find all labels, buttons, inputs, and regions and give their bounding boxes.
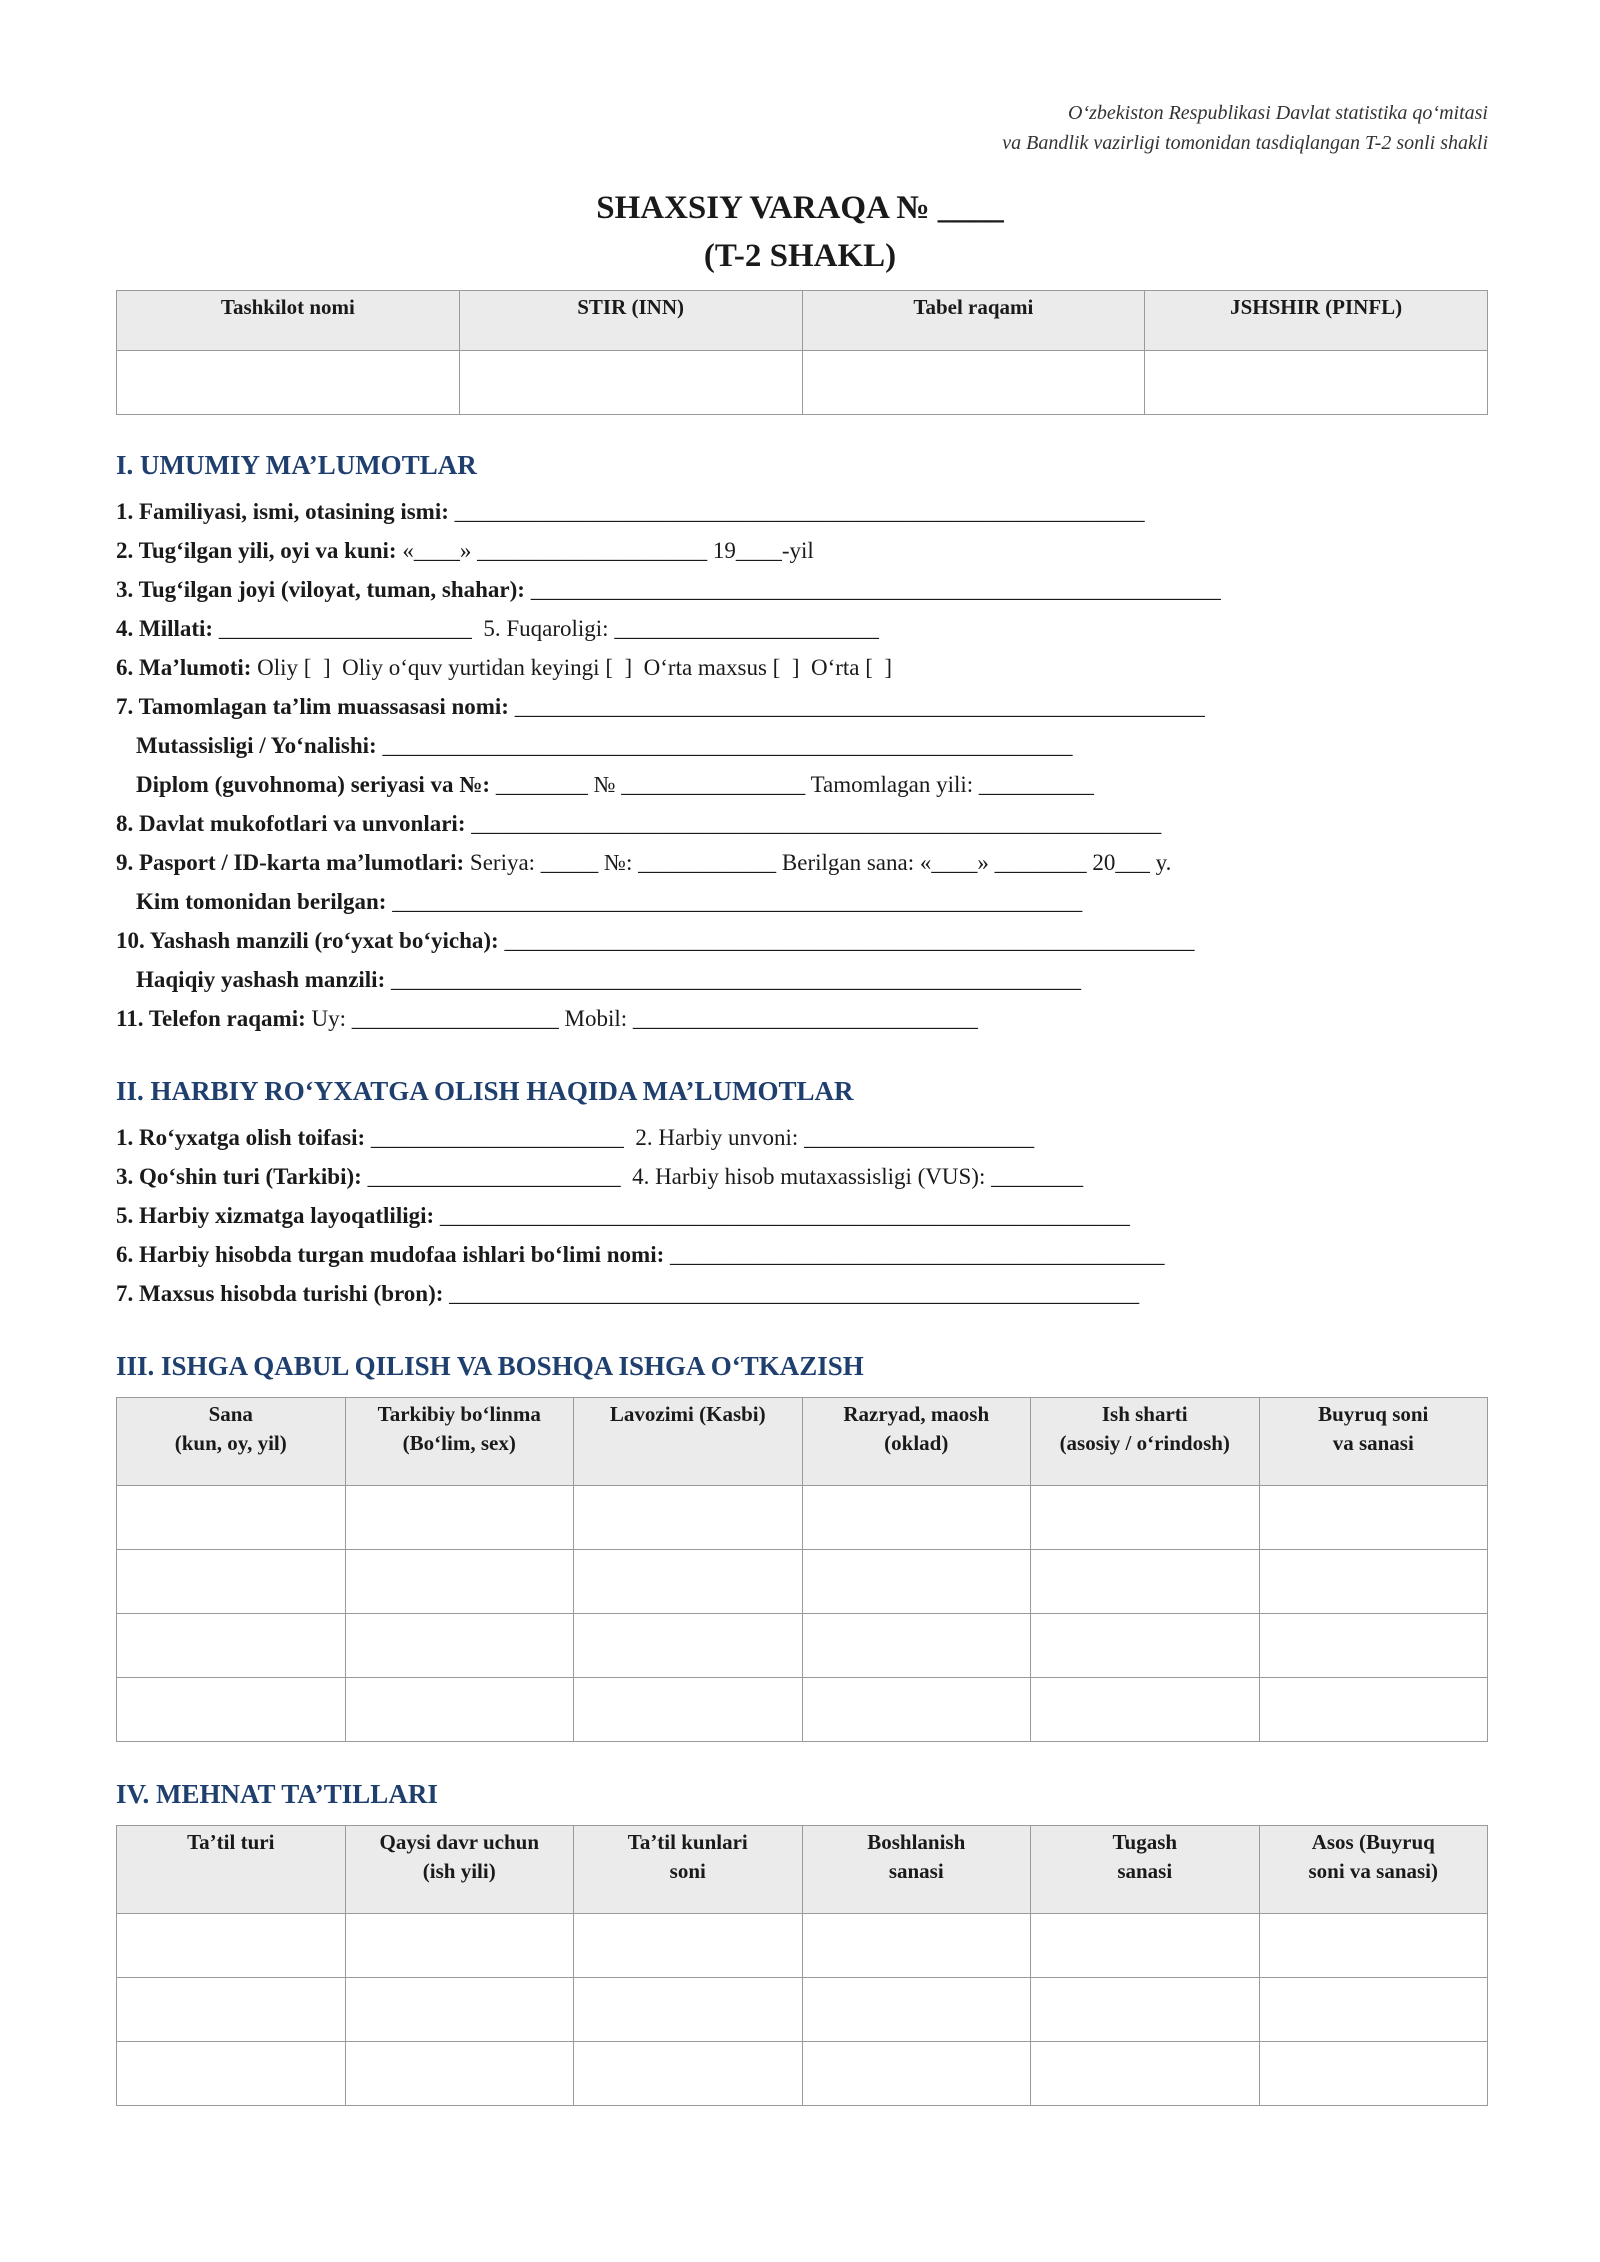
field-troop-type[interactable] (116, 1162, 1083, 1192)
employment-header-date: Sana (kun, oy, yil) (117, 1398, 346, 1486)
field-blank[interactable]: Seriya: _____ №: ____________ Berilgan sana: «____» ________ 20___ y. (464, 850, 1172, 875)
field-issued-by[interactable] (136, 887, 1082, 917)
table-cell[interactable] (345, 2042, 574, 2106)
vacation-table (116, 1825, 1488, 2106)
table-cell[interactable] (117, 1914, 346, 1978)
table-cell[interactable] (802, 2042, 1031, 2106)
table-cell[interactable] (802, 1978, 1031, 2042)
field-passport[interactable] (116, 848, 1171, 878)
table-row (117, 2042, 1488, 2106)
table-cell[interactable] (1259, 1678, 1488, 1742)
field-label: Diplom (guvohnoma) seriyasi va №: (136, 772, 491, 797)
field-actual-address[interactable] (136, 965, 1081, 995)
field-label: Mutassisligi / Yo‘nalishi: (136, 733, 377, 758)
field-label: 11. Telefon raqami: (116, 1006, 306, 1031)
field-label: 9. Pasport / ID-karta ma’lumotlari: (116, 850, 465, 875)
education-checkboxes[interactable]: Oliy [ ] Oliy o‘quv yurtidan keyingi [ ] O‘rta maxsus [ ] O‘rta [ ] (251, 655, 893, 680)
table-cell[interactable] (1259, 2042, 1488, 2106)
vacation-header-end: Tugash sanasi (1031, 1826, 1260, 1914)
form-title: SHAXSIY VARAQA № ____ (596, 190, 1004, 226)
org-inn-cell[interactable] (459, 351, 802, 415)
field-label: Kim tomonidan berilgan: (136, 889, 387, 914)
table-cell[interactable] (1031, 1678, 1260, 1742)
field-label: 7. Tamomlagan ta’lim muassasasi nomi: (116, 694, 509, 719)
vacation-header-start: Boshlanish sanasi (802, 1826, 1031, 1914)
field-specialty[interactable] (136, 731, 1072, 761)
table-cell[interactable] (345, 1550, 574, 1614)
employment-history-table (116, 1397, 1488, 1742)
table-cell[interactable] (1031, 2042, 1260, 2106)
table-cell[interactable] (345, 1914, 574, 1978)
field-blank[interactable]: ________ № ________________ Tamomlagan yili: __________ (490, 772, 1094, 797)
field-label: Haqiqiy yashash manzili: (136, 967, 386, 992)
field-institution[interactable] (116, 692, 1205, 722)
table-cell[interactable] (1259, 1914, 1488, 1978)
employment-header-salary: Razryad, maosh (oklad) (802, 1398, 1031, 1486)
table-row (117, 1914, 1488, 1978)
section-4-heading: IV. MEHNAT TA’TILLARI (116, 1779, 438, 1809)
table-cell[interactable] (574, 1978, 803, 2042)
field-blank[interactable]: ____________________________________________________________ (465, 811, 1162, 836)
table-cell[interactable] (117, 1978, 346, 2042)
form-subtitle: (T-2 SHAKL) (703, 238, 897, 274)
table-cell[interactable] (574, 2042, 803, 2106)
table-cell[interactable] (1031, 1914, 1260, 1978)
table-cell[interactable] (802, 1614, 1031, 1678)
field-blank[interactable]: «____» ____________________ 19____-yil (396, 538, 814, 563)
employment-header-terms: Ish sharti (asosiy / o‘rindosh) (1031, 1398, 1260, 1486)
field-label: 7. Maxsus hisobda turishi (bron): (116, 1281, 444, 1306)
org-header-name: Tashkilot nomi (117, 291, 460, 351)
table-cell[interactable] (802, 1550, 1031, 1614)
field-special-registration[interactable] (116, 1279, 1139, 1309)
field-blank[interactable]: Uy: __________________ Mobil: ______________________________ (305, 1006, 978, 1031)
field-blank[interactable]: ____________________________________________________________ (386, 889, 1083, 914)
table-row (117, 1550, 1488, 1614)
field-label: 6. Harbiy hisobda turgan mudofaa ishlari bo‘limi nomi: (116, 1242, 665, 1267)
table-cell[interactable] (574, 1486, 803, 1550)
field-label: 1. Familiyasi, ismi, otasining ismi: (116, 499, 449, 524)
table-row (117, 1614, 1488, 1678)
table-cell[interactable] (574, 1678, 803, 1742)
table-cell[interactable] (802, 1914, 1031, 1978)
field-blank[interactable]: ____________________________________________________________ (443, 1281, 1140, 1306)
field-blank[interactable]: ___________________________________________ (664, 1242, 1165, 1267)
table-cell[interactable] (802, 1486, 1031, 1550)
vacation-header-days: Ta’til kunlari soni (574, 1826, 803, 1914)
field-full-name[interactable] (116, 497, 1145, 527)
field-birth-place[interactable] (116, 575, 1221, 605)
field-label: 4. Millati: (116, 616, 214, 641)
table-cell[interactable] (1031, 1486, 1260, 1550)
org-header-pinfl: JSHSHIR (PINFL) (1145, 291, 1488, 351)
table-cell[interactable] (1031, 1550, 1260, 1614)
field-phone[interactable] (116, 1004, 978, 1034)
field-label: 10. Yashash manzili (ro‘yxat bo‘yicha): (116, 928, 499, 953)
table-cell[interactable] (1031, 1978, 1260, 2042)
table-cell[interactable] (345, 1486, 574, 1550)
field-blank[interactable]: ______________________ 5. Fuqaroligi: _______________________ (213, 616, 879, 641)
vacation-header-type: Ta’til turi (117, 1826, 346, 1914)
approval-note (1002, 98, 1488, 158)
table-cell[interactable] (1259, 1550, 1488, 1614)
section-2-heading: II. HARBIY RO‘YXATGA OLISH HAQIDA MA’LUMOTLAR (116, 1076, 854, 1106)
table-cell[interactable] (574, 1914, 803, 1978)
table-cell[interactable] (117, 1486, 346, 1550)
field-blank[interactable]: ______________________ 2. Harbiy unvoni: ____________________ (365, 1125, 1035, 1150)
field-diploma[interactable] (136, 770, 1094, 800)
field-blank[interactable]: ____________________________________________________________ (434, 1203, 1130, 1228)
field-blank[interactable]: ____________________________________________________________ (524, 577, 1221, 602)
employment-header-position: Lavozimi (Kasbi) (574, 1398, 803, 1486)
vacation-header-period: Qaysi davr uchun (ish yili) (345, 1826, 574, 1914)
table-cell[interactable] (117, 1678, 346, 1742)
field-defense-office[interactable] (116, 1240, 1165, 1270)
field-label: 1. Ro‘yxatga olish toifasi: (116, 1125, 366, 1150)
table-cell[interactable] (574, 1550, 803, 1614)
table-cell[interactable] (574, 1614, 803, 1678)
table-cell[interactable] (117, 1614, 346, 1678)
field-nationality[interactable] (116, 614, 879, 644)
field-blank[interactable]: ____________________________________________________________ (385, 967, 1081, 992)
vacation-header-basis: Asos (Buyruq soni va sanasi) (1259, 1826, 1488, 1914)
org-header-inn: STIR (INN) (459, 291, 802, 351)
organization-table (116, 290, 1488, 415)
field-blank[interactable]: ____________________________________________________________ (448, 499, 1145, 524)
org-pinfl-cell[interactable] (1145, 351, 1488, 415)
table-cell[interactable] (117, 1550, 346, 1614)
field-blank[interactable]: ____________________________________________________________ (508, 694, 1205, 719)
table-cell[interactable] (802, 1678, 1031, 1742)
field-label: 6. Ma’lumoti: (116, 655, 252, 680)
field-label: 3. Qo‘shin turi (Tarkibi): (116, 1164, 362, 1189)
table-row (117, 1486, 1488, 1550)
field-registered-address[interactable] (116, 926, 1194, 956)
table-cell[interactable] (1259, 1978, 1488, 2042)
field-awards[interactable] (116, 809, 1161, 839)
field-label: 5. Harbiy xizmatga layoqatliligi: (116, 1203, 435, 1228)
table-row (117, 1678, 1488, 1742)
org-name-cell[interactable] (117, 351, 460, 415)
table-row (117, 1978, 1488, 2042)
field-label: 8. Davlat mukofotlari va unvonlari: (116, 811, 466, 836)
section-3-heading: III. ISHGA QABUL QILISH VA BOSHQA ISHGA O‘TKAZISH (116, 1351, 864, 1381)
field-blank[interactable]: ____________________________________________________________ (376, 733, 1073, 758)
table-cell[interactable] (1259, 1486, 1488, 1550)
approval-line-1: O‘zbekiston Respublikasi Davlat statistika qo‘mitasi (1068, 102, 1488, 124)
field-registration-category[interactable] (116, 1123, 1034, 1153)
employment-header-order: Buyruq soni va sanasi (1259, 1398, 1488, 1486)
table-cell[interactable] (345, 1678, 574, 1742)
approval-line-2: va Bandlik vazirligi tomonidan tasdiqlangan T-2 sonli shakli (1002, 132, 1488, 154)
field-birth-date[interactable] (116, 536, 814, 566)
field-blank[interactable]: ______________________ 4. Harbiy hisob mutaxassisligi (VUS): ________ (361, 1164, 1084, 1189)
table-cell[interactable] (1031, 1614, 1260, 1678)
org-tabel-cell[interactable] (802, 351, 1145, 415)
field-label: 3. Tug‘ilgan joyi (viloyat, tuman, shahar): (116, 577, 525, 602)
field-fitness[interactable] (116, 1201, 1130, 1231)
table-cell[interactable] (117, 2042, 346, 2106)
table-cell[interactable] (345, 1614, 574, 1678)
org-header-tabel: Tabel raqami (802, 291, 1145, 351)
field-blank[interactable]: ____________________________________________________________ (498, 928, 1195, 953)
table-cell[interactable] (1259, 1614, 1488, 1678)
employment-header-unit: Tarkibiy bo‘linma (Bo‘lim, sex) (345, 1398, 574, 1486)
field-education[interactable] (116, 653, 892, 683)
table-cell[interactable] (345, 1978, 574, 2042)
field-label: 2. Tug‘ilgan yili, oyi va kuni: (116, 538, 397, 563)
section-1-heading: I. UMUMIY MA’LUMOTLAR (116, 450, 477, 480)
